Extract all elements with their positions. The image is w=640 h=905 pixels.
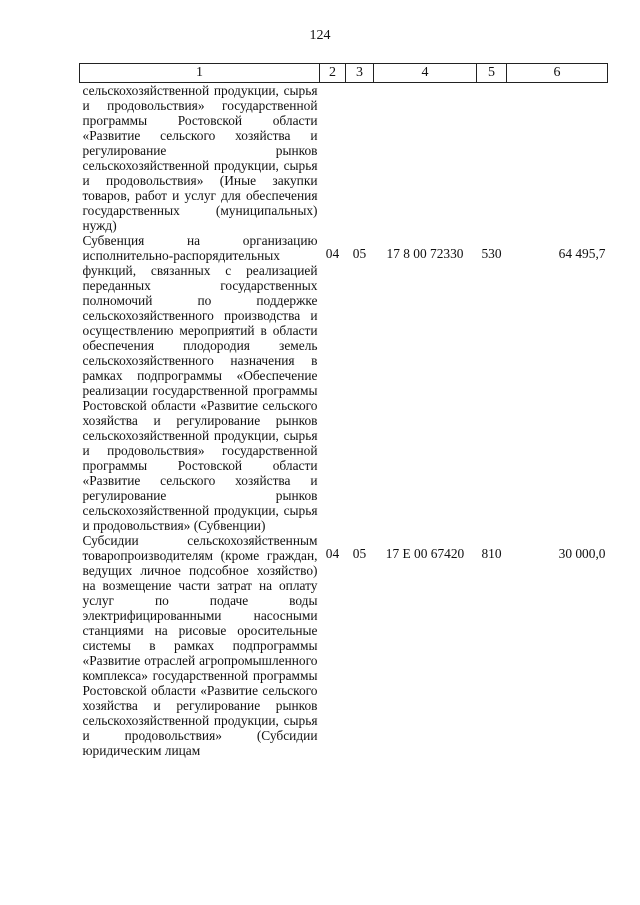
row-section-code: 04 [325, 546, 340, 561]
row-subsection-code: 05 [352, 546, 367, 561]
table-row [80, 533, 608, 758]
row-expense-type [477, 83, 507, 234]
column-header: 1 [80, 64, 320, 83]
row-target-article [374, 83, 477, 234]
column-header: 2 [320, 64, 346, 83]
row-description: Субсидии сельскохозяйственным товаропроизводителям (кроме граждан, ведущих личное подсобное хозяйство) на возмещение части затрат на оплату услуг по подаче воды электрифицированными насосными станциями на рисовые оросительные системы в рамках подпрограммы «Развитие отраслей агропромышленного комплекса» государственной программы Ростовской области «Развитие сельского хозяйства и регулирование рынков сельскохозяйственной продукции, сырья и продовольствия» (Субсидии юридическим лицам [82, 533, 318, 758]
column-header: 4 [374, 64, 477, 83]
row-subsection-code [346, 83, 374, 234]
row-section-code: 04 [325, 246, 340, 261]
budget-table [79, 63, 608, 758]
row-description: Субвенция на организацию исполнительно-распорядительных функций, связанных с реализацией переданных государственных полномочий по поддержке сельскохозяйственного производства и осуществлению мероприятий в области обеспечения плодородия земель сельскохозяйственного назначения в рамках подпрограммы «Обеспечение реализации государственной программы Ростовской области «Развитие сельского хозяйства и регулирование рынков сельскохозяйственной продукции, сырья и продовольствия» государственной программы Ростовской области «Развитие сельского хозяйства и регулирование рынков сельскохозяйственной продукции, сырья и продовольствия» (Субвенции) [82, 233, 318, 533]
table-row [80, 233, 608, 533]
row-expense-type: 810 [481, 546, 502, 561]
row-subsection-code: 05 [352, 246, 367, 261]
table-header-row [80, 64, 608, 83]
table-row [80, 83, 608, 234]
column-header: 6 [507, 64, 608, 83]
page-number: 124 [309, 28, 331, 43]
column-header: 5 [477, 64, 507, 83]
row-target-article: 17 8 00 72330 [386, 246, 464, 261]
row-section-code [320, 83, 346, 234]
row-amount: 64 495,7 [558, 246, 606, 261]
row-amount: 30 000,0 [558, 546, 606, 561]
column-header: 3 [346, 64, 374, 83]
row-expense-type: 530 [481, 246, 502, 261]
row-target-article: 17 Е 00 67420 [385, 546, 465, 561]
row-amount [507, 83, 608, 234]
row-description: сельскохозяйственной продукции, сырья и продовольствия» государственной программы Ростовской области «Развитие сельского хозяйства и регулирование рынков сельскохозяйственной продукции, сырья и продовольствия» (Иные закупки товаров, работ и услуг для обеспечения государственных (муниципальных) нужд) [82, 83, 318, 233]
